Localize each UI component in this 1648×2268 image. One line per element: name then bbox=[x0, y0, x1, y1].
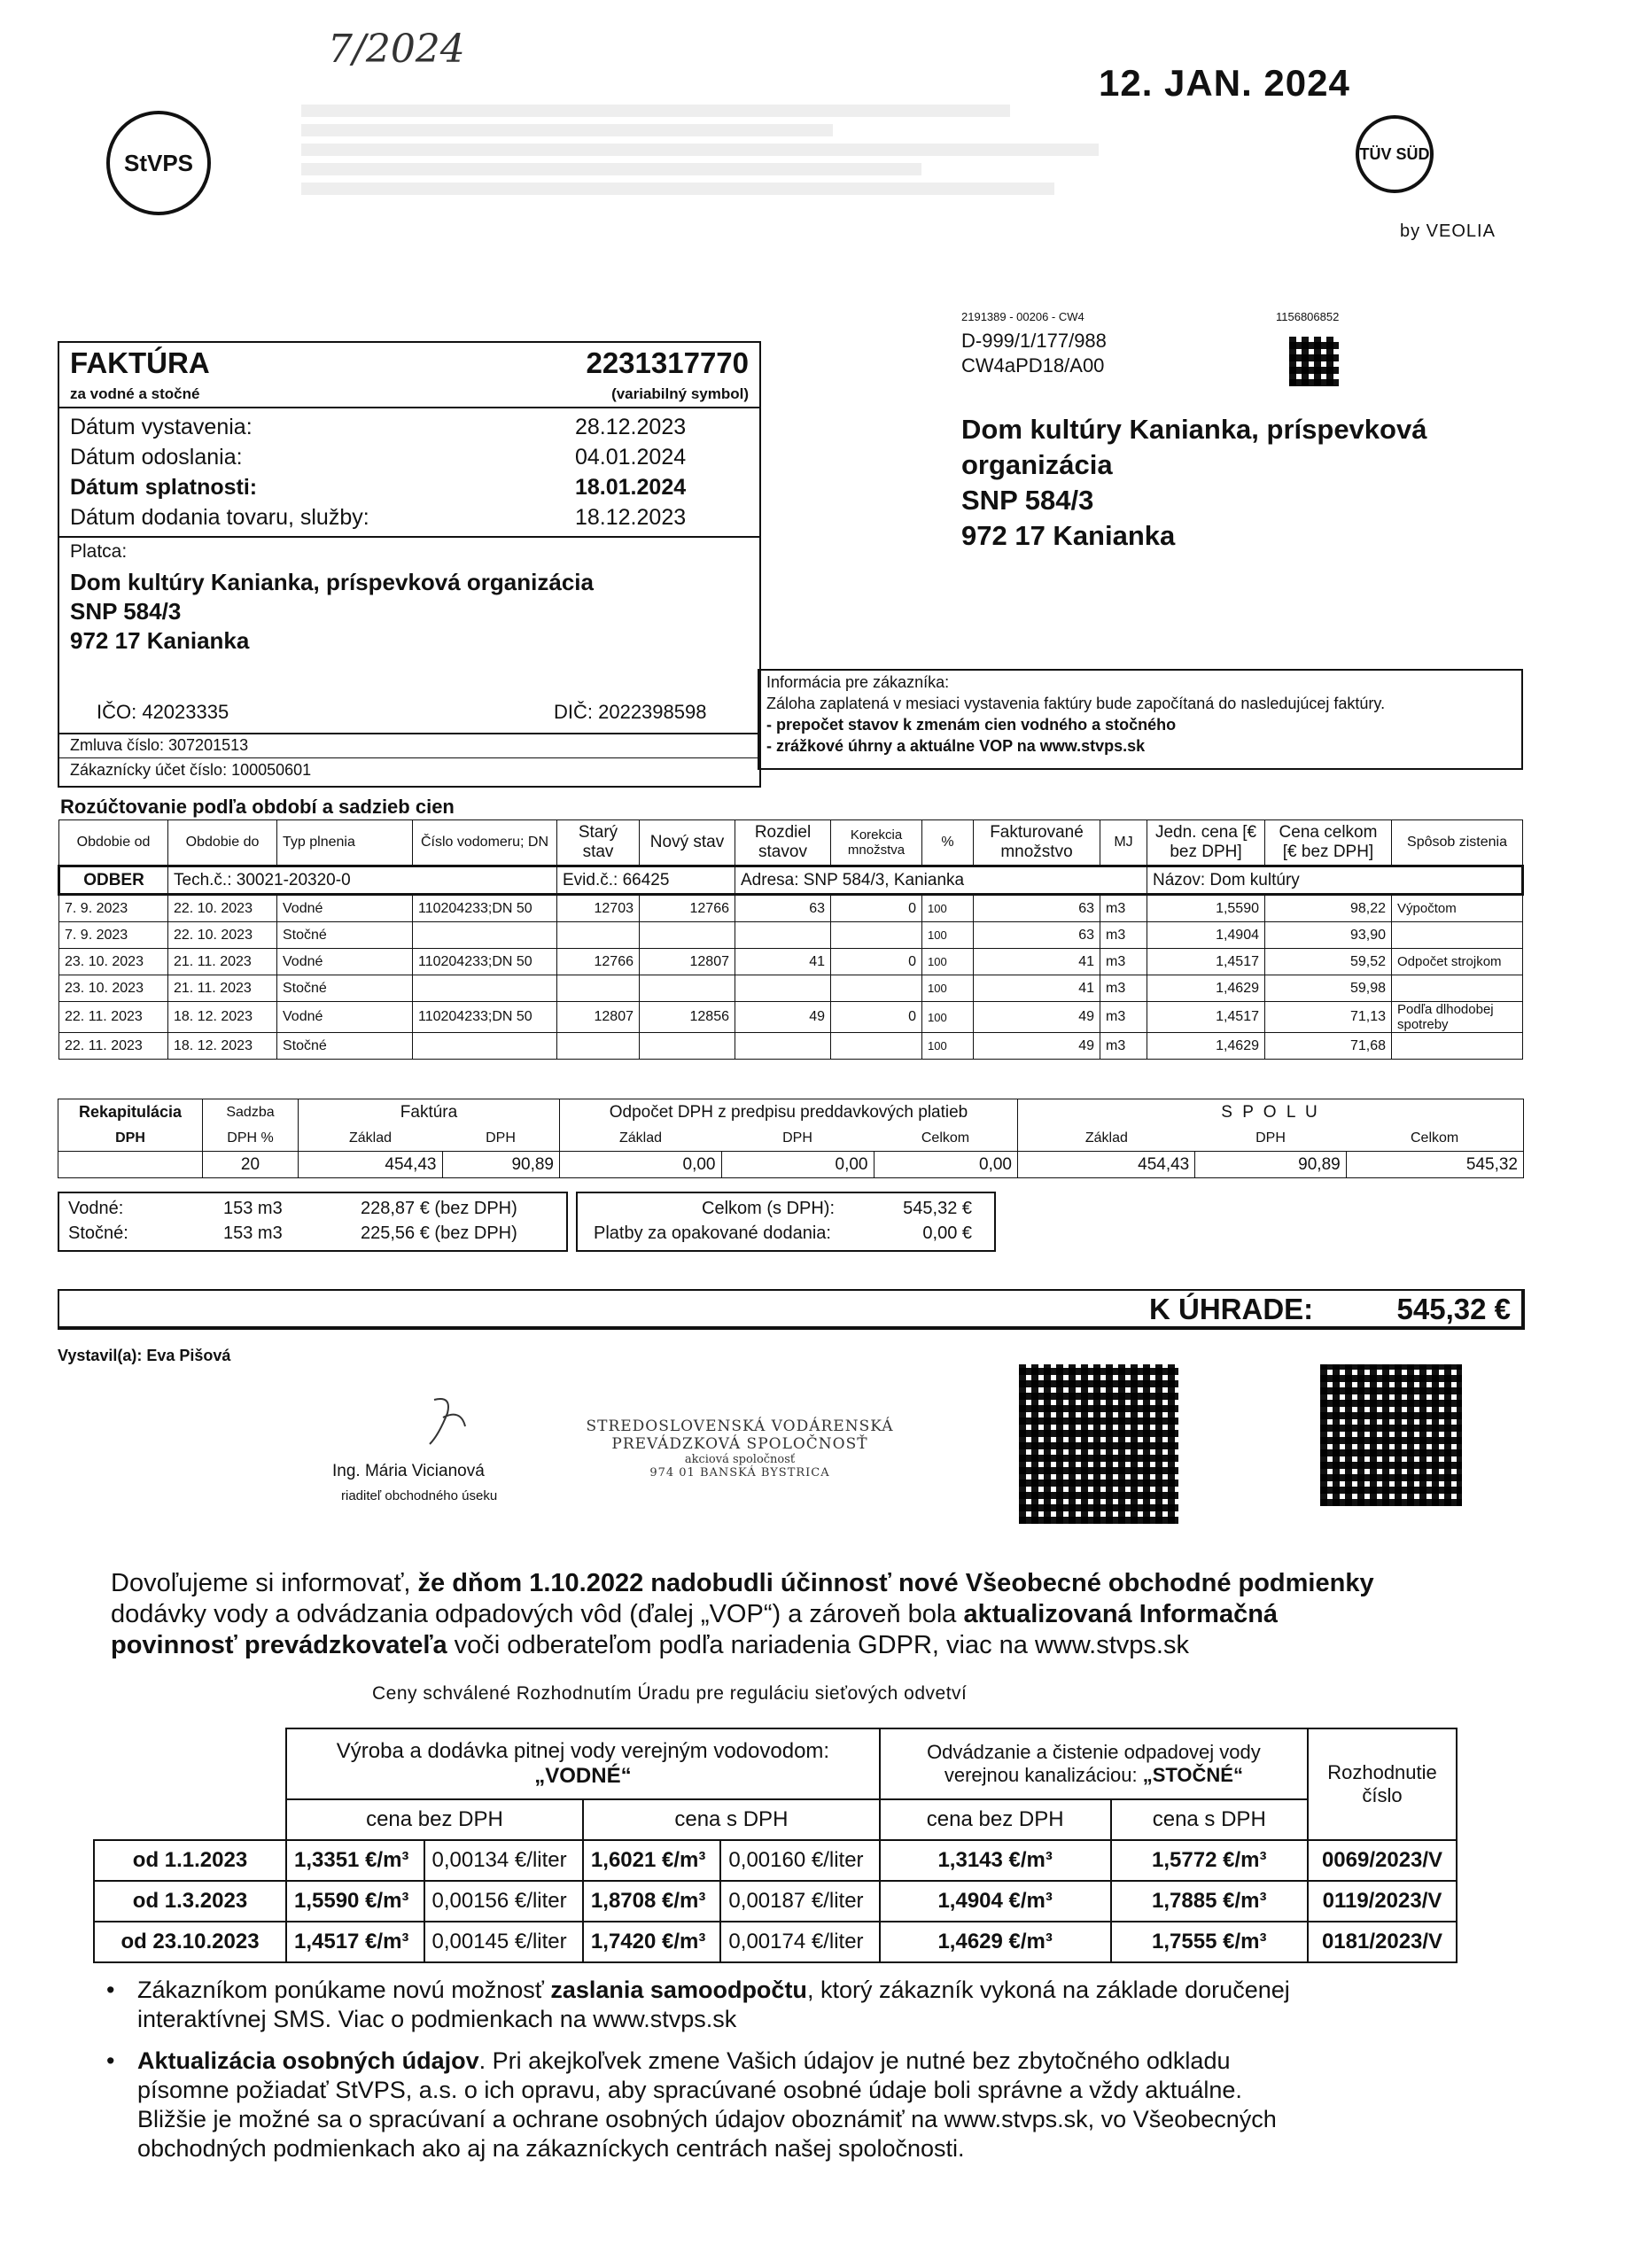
recipient-line-1: Dom kultúry Kanianka, príspevková bbox=[961, 414, 1427, 445]
price-cell: 1,3351 €/m³ bbox=[286, 1840, 424, 1881]
breakdown-cell: Stočné bbox=[277, 975, 413, 1002]
recap-header-row-1 bbox=[58, 1099, 1524, 1126]
breakdown-cell bbox=[735, 922, 831, 949]
recap-rate: 20 bbox=[203, 1152, 299, 1178]
info-line-2: - prepočet stavov k zmenám cien vodného a stočného bbox=[766, 716, 1177, 734]
breakdown-cell: 22. 11. 2023 bbox=[59, 1002, 168, 1033]
notice-p3: voči odberateľom podľa nariadenia GDPR, viac na www.stvps.sk bbox=[447, 1631, 1189, 1659]
contract-number: Zmluva číslo: 307201513 bbox=[70, 736, 249, 754]
vodne-label: Vodné: bbox=[68, 1199, 124, 1218]
breakdown-cell bbox=[640, 975, 735, 1002]
vodne-qty: 153 m3 bbox=[223, 1199, 283, 1218]
breakdown-cell: 1,4629 bbox=[1147, 975, 1265, 1002]
breakdown-cell: 41 bbox=[974, 975, 1100, 1002]
col-method: Spôsob zistenia bbox=[1392, 820, 1523, 866]
breakdown-cell: m3 bbox=[1100, 895, 1147, 922]
price-cell: 0,00160 €/liter bbox=[720, 1840, 879, 1881]
col-billed: Fakturované množstvo bbox=[974, 820, 1100, 866]
stamp-line-1: STREDOSLOVENSKÁ VODÁRENSKÁ bbox=[586, 1418, 894, 1435]
price-cell: 0069/2023/V bbox=[1308, 1840, 1457, 1881]
breakdown-cell: 110204233;DN 50 bbox=[413, 949, 557, 975]
recap-h3b: DPH bbox=[442, 1125, 560, 1152]
breakdown-cell bbox=[1392, 922, 1523, 949]
breakdown-cell: 100 bbox=[922, 975, 974, 1002]
breakdown-cell: 93,90 bbox=[1265, 922, 1392, 949]
sent-date-label: Dátum odoslania: bbox=[70, 445, 243, 470]
price-cell: 1,4629 €/m³ bbox=[880, 1922, 1111, 1962]
breakdown-cell bbox=[735, 1033, 831, 1060]
invoice-subtitle: za vodné a stočné bbox=[70, 385, 200, 402]
col-unit: MJ bbox=[1100, 820, 1147, 866]
recap-h4b: DPH bbox=[721, 1125, 874, 1152]
odber-row bbox=[59, 866, 1523, 895]
vodne-amount: 228,87 € (bez DPH) bbox=[361, 1199, 517, 1218]
odber-name: Názov: Dom kultúry bbox=[1147, 866, 1523, 895]
breakdown-cell: 1,5590 bbox=[1147, 895, 1265, 922]
info-label: Informácia pre zákazníka: bbox=[766, 673, 950, 691]
recap-h3: Faktúra bbox=[299, 1099, 560, 1126]
notice-p2-bold: aktualizovaná Informačná bbox=[956, 1600, 1279, 1628]
breakdown-cell: 63 bbox=[974, 895, 1100, 922]
breakdown-cell: 23. 10. 2023 bbox=[59, 975, 168, 1002]
issue-date-label: Dátum vystavenia: bbox=[70, 415, 253, 439]
recap-sum-total: 545,32 bbox=[1346, 1152, 1523, 1178]
breakdown-row bbox=[59, 949, 1523, 975]
breakdown-cell bbox=[831, 975, 922, 1002]
price-cell: 1,4904 €/m³ bbox=[880, 1881, 1111, 1922]
breakdown-cell: Stočné bbox=[277, 1033, 413, 1060]
recipient-address bbox=[961, 412, 1426, 554]
breakdown-cell: 0 bbox=[831, 1002, 922, 1033]
due-date: 18.01.2024 bbox=[575, 475, 687, 500]
price-cell: od 23.10.2023 bbox=[94, 1922, 286, 1962]
invoice-header-box bbox=[58, 341, 761, 788]
recap-sum-vat: 90,89 bbox=[1195, 1152, 1346, 1178]
ico: IČO: 42023335 bbox=[97, 701, 229, 723]
sub-stocne-net: cena bez DPH bbox=[880, 1799, 1111, 1840]
bullet-2d: Bližšie je možné sa o spracúvaní a ochrane osobných údajov oboznámiť na www.stvps.sk, vo Všeobecných bbox=[137, 2106, 1277, 2132]
breakdown-cell: Vodné bbox=[277, 949, 413, 975]
price-cell: 1,5772 €/m³ bbox=[1111, 1840, 1309, 1881]
veolia-logo: by VEOLIA bbox=[1400, 221, 1496, 241]
breakdown-cell: 63 bbox=[735, 895, 831, 922]
vodne-header-bold: „VODNÉ“ bbox=[534, 1764, 632, 1788]
payer-city: 972 17 Kanianka bbox=[70, 627, 250, 654]
recap-base: 454,43 bbox=[299, 1152, 443, 1178]
breakdown-cell: m3 bbox=[1100, 949, 1147, 975]
price-header-row-2 bbox=[94, 1799, 1457, 1840]
price-cell: 1,7885 €/m³ bbox=[1111, 1881, 1309, 1922]
bullet-2e: obchodných podmienkach ako aj na zákazníckych centrách našej spoločnosti. bbox=[137, 2135, 965, 2162]
routing-line-2: D-999/1/177/988 bbox=[961, 330, 1107, 352]
amount-due-box bbox=[58, 1289, 1525, 1330]
dic: DIČ: 2022398598 bbox=[554, 701, 707, 723]
breakdown-cell: 21. 11. 2023 bbox=[168, 975, 277, 1002]
bullet-2 bbox=[106, 2047, 1489, 2163]
breakdown-cell bbox=[557, 922, 640, 949]
bullet-1c: , ktorý zákazník vykoná na základe doručenej bbox=[806, 1977, 1290, 2003]
breakdown-cell bbox=[413, 975, 557, 1002]
col-to: Obdobie do bbox=[168, 820, 277, 866]
recap-h2: Sadzba bbox=[203, 1099, 299, 1126]
breakdown-cell: 100 bbox=[922, 895, 974, 922]
bullet-1d: interaktívnej SMS. Viac o podmienkach na www.stvps.sk bbox=[137, 2006, 737, 2032]
breakdown-cell: 7. 9. 2023 bbox=[59, 895, 168, 922]
breakdown-cell: 12766 bbox=[640, 895, 735, 922]
stamp-line-2: PREVÁDZKOVÁ SPOLOČNOSŤ bbox=[611, 1435, 868, 1453]
stocne-header-bold: „STOČNÉ“ bbox=[1142, 1764, 1243, 1786]
routing-line-3: CW4aPD18/A00 bbox=[961, 354, 1105, 377]
breakdown-cell: 18. 12. 2023 bbox=[168, 1002, 277, 1033]
breakdown-cell: m3 bbox=[1100, 1033, 1147, 1060]
odber-evid: Evid.č.: 66425 bbox=[557, 866, 735, 895]
breakdown-cell: 49 bbox=[974, 1002, 1100, 1033]
breakdown-row bbox=[59, 1002, 1523, 1033]
price-table bbox=[93, 1728, 1458, 1963]
date-labels bbox=[70, 412, 369, 532]
breakdown-cell: 41 bbox=[735, 949, 831, 975]
breakdown-cell: 110204233;DN 50 bbox=[413, 1002, 557, 1033]
logo-text: StVPS bbox=[123, 149, 194, 176]
breakdown-row bbox=[59, 1033, 1523, 1060]
notice-paragraph bbox=[111, 1568, 1475, 1661]
breakdown-cell: 41 bbox=[974, 949, 1100, 975]
sent-date: 04.01.2024 bbox=[575, 445, 687, 470]
totals-summary-box bbox=[576, 1192, 996, 1252]
recipient-line-4: 972 17 Kanianka bbox=[961, 520, 1176, 551]
variable-symbol-label: (variabilný symbol) bbox=[611, 385, 749, 402]
notice-p2: dodávky vody a odvádzania odpadových vôd (ďalej „VOP“) a zároveň bola bbox=[111, 1600, 957, 1628]
bullet-2c: písomne požiadať StVPS, a.s. o ich opravu, aby spracúvané osobné údaje boli správne a vždy aktuálne. bbox=[137, 2077, 1242, 2103]
sub-vodne-net: cena bez DPH bbox=[286, 1799, 583, 1840]
stocne-header-text: Odvádzanie a čistenie odpadovej vody verejnou kanalizáciou: bbox=[927, 1741, 1261, 1786]
breakdown-cell bbox=[413, 922, 557, 949]
signer-role: riaditeľ obchodného úseku bbox=[341, 1488, 498, 1503]
price-cell: 1,8708 €/m³ bbox=[583, 1881, 721, 1922]
breakdown-cell: 98,22 bbox=[1265, 895, 1392, 922]
breakdown-cell: 12856 bbox=[640, 1002, 735, 1033]
notice-p1: Dovoľujeme si informovať, bbox=[111, 1569, 411, 1597]
bullet-dot: • bbox=[106, 1977, 115, 2003]
customer-account: Zákaznícky účet číslo: 100050601 bbox=[70, 761, 312, 779]
breakdown-cell: 71,68 bbox=[1265, 1033, 1392, 1060]
recap-h1b: DPH bbox=[58, 1125, 203, 1152]
breakdown-cell: 59,52 bbox=[1265, 949, 1392, 975]
recap-h3a: Základ bbox=[299, 1125, 443, 1152]
breakdown-cell: Odpočet strojkom bbox=[1392, 949, 1523, 975]
breakdown-cell bbox=[831, 922, 922, 949]
quantity-summary-box bbox=[58, 1192, 568, 1252]
breakdown-title: Rozúčtovanie podľa období a sadzieb cien bbox=[60, 796, 455, 818]
delivery-date: 18.12.2023 bbox=[575, 505, 687, 530]
breakdown-cell bbox=[735, 975, 831, 1002]
datamatrix-code bbox=[1289, 337, 1339, 386]
price-cell: 0181/2023/V bbox=[1308, 1922, 1457, 1962]
sub-vodne-gross: cena s DPH bbox=[583, 1799, 880, 1840]
breakdown-cell bbox=[831, 1033, 922, 1060]
breakdown-cell: 12807 bbox=[640, 949, 735, 975]
breakdown-cell: Výpočtom bbox=[1392, 895, 1523, 922]
payer-name: Dom kultúry Kanianka, príspevková organizácia bbox=[70, 569, 594, 595]
bullet-1 bbox=[106, 1976, 1489, 2034]
notice-p3-bold: povinnosť prevádzkovateľa bbox=[111, 1631, 447, 1659]
company-stamp bbox=[576, 1418, 904, 1480]
col-total-price: Cena celkom [€ bez DPH] bbox=[1265, 820, 1392, 866]
payer-block bbox=[70, 568, 594, 656]
recap-vat: 90,89 bbox=[442, 1152, 560, 1178]
price-row bbox=[94, 1840, 1457, 1881]
issued-by: Vystavil(a): Eva Pišová bbox=[58, 1347, 231, 1364]
repeat-label: Platby za opakované dodania: bbox=[594, 1223, 831, 1243]
breakdown-cell: m3 bbox=[1100, 1002, 1147, 1033]
odber-address: Adresa: SNP 584/3, Kanianka bbox=[735, 866, 1147, 895]
recap-deduct-total: 0,00 bbox=[874, 1152, 1018, 1178]
col-meter: Číslo vodomeru; DN bbox=[413, 820, 557, 866]
customer-info-box bbox=[758, 669, 1523, 770]
price-cell: 0119/2023/V bbox=[1308, 1881, 1457, 1922]
signer-name: Ing. Mária Vicianová bbox=[332, 1462, 485, 1480]
breakdown-cell: 49 bbox=[974, 1033, 1100, 1060]
recipient-line-3: SNP 584/3 bbox=[961, 485, 1094, 516]
bullet-2a: Aktualizácia osobných údajov bbox=[137, 2047, 479, 2074]
recap-h5: S P O L U bbox=[1018, 1099, 1524, 1126]
breakdown-cell: 59,98 bbox=[1265, 975, 1392, 1002]
breakdown-cell bbox=[1392, 1033, 1523, 1060]
decision-header: Rozhodnutie číslo bbox=[1308, 1728, 1457, 1840]
breakdown-cell bbox=[1392, 975, 1523, 1002]
delivery-date-label: Dátum dodania tovaru, služby: bbox=[70, 505, 369, 530]
breakdown-cell: m3 bbox=[1100, 975, 1147, 1002]
breakdown-row bbox=[59, 895, 1523, 922]
recap-h5b: DPH bbox=[1195, 1125, 1346, 1152]
bullet-dot: • bbox=[106, 2047, 115, 2074]
recap-h5c: Celkom bbox=[1346, 1125, 1523, 1152]
odber-label: ODBER bbox=[59, 866, 168, 895]
breakdown-cell: 7. 9. 2023 bbox=[59, 922, 168, 949]
amount-due-label: K ÚHRADE: bbox=[1149, 1293, 1314, 1325]
bullet-1a: Zákazníkom ponúkame novú možnosť bbox=[137, 1977, 551, 2003]
recap-deduct-vat: 0,00 bbox=[721, 1152, 874, 1178]
date-values bbox=[575, 412, 686, 532]
breakdown-cell: Podľa dlhodobej spotreby bbox=[1392, 1002, 1523, 1033]
breakdown-cell: 0 bbox=[831, 895, 922, 922]
recap-h4c: Celkom bbox=[874, 1125, 1018, 1152]
info-line-3: - zrážkové úhrny a aktuálne VOP na www.stvps.sk bbox=[766, 737, 1146, 755]
received-date-stamp: 12. JAN. 2024 bbox=[1099, 62, 1350, 104]
recap-sum-base: 454,43 bbox=[1018, 1152, 1195, 1178]
recap-empty bbox=[58, 1152, 203, 1178]
breakdown-cell: 100 bbox=[922, 1002, 974, 1033]
price-cell: 1,4517 €/m³ bbox=[286, 1922, 424, 1962]
col-diff: Rozdiel stavov bbox=[735, 820, 831, 866]
breakdown-cell bbox=[640, 1033, 735, 1060]
stvps-logo bbox=[106, 111, 211, 215]
total-amount: 545,32 € bbox=[903, 1199, 972, 1218]
breakdown-cell: 12703 bbox=[557, 895, 640, 922]
breakdown-cell bbox=[557, 1033, 640, 1060]
bullet-list bbox=[106, 1976, 1489, 2163]
recap-h4a: Základ bbox=[560, 1125, 722, 1152]
recap-h1: Rekapitulácia bbox=[58, 1099, 203, 1126]
issue-date: 28.12.2023 bbox=[575, 415, 687, 439]
col-from: Obdobie od bbox=[59, 820, 168, 866]
payer-street: SNP 584/3 bbox=[70, 598, 182, 625]
prices-caption: Ceny schválené Rozhodnutím Úradu pre reguláciu sieťových odvetví bbox=[372, 1683, 968, 1704]
breakdown-cell: 63 bbox=[974, 922, 1100, 949]
faded-header-text bbox=[301, 97, 1187, 202]
amount-due: 545,32 € bbox=[1396, 1293, 1511, 1325]
col-old: Starý stav bbox=[557, 820, 640, 866]
stamp-line-3: akciová spoločnosť bbox=[684, 1453, 796, 1466]
breakdown-cell: 0 bbox=[831, 949, 922, 975]
breakdown-cell bbox=[413, 1033, 557, 1060]
sub-stocne-gross: cena s DPH bbox=[1111, 1799, 1309, 1840]
breakdown-cell: Vodné bbox=[277, 1002, 413, 1033]
col-unit-price: Jedn. cena [€ bez DPH] bbox=[1147, 820, 1265, 866]
recap-deduct-base: 0,00 bbox=[560, 1152, 722, 1178]
payment-qr-code bbox=[1019, 1364, 1178, 1524]
price-header-row-1 bbox=[94, 1728, 1457, 1799]
price-cell: 1,3143 €/m³ bbox=[880, 1840, 1111, 1881]
breakdown-cell bbox=[557, 975, 640, 1002]
recap-values-row bbox=[58, 1152, 1524, 1178]
col-correction: Korekcia množstva bbox=[831, 820, 922, 866]
signature bbox=[416, 1391, 478, 1453]
repeat-amount: 0,00 € bbox=[922, 1223, 972, 1243]
price-cell: od 1.3.2023 bbox=[94, 1881, 286, 1922]
recap-h2b: DPH % bbox=[203, 1125, 299, 1152]
invoice-number: 2231317770 bbox=[586, 346, 749, 379]
stocne-label: Stočné: bbox=[68, 1223, 128, 1243]
stocne-amount: 225,56 € (bez DPH) bbox=[361, 1223, 517, 1243]
breakdown-cell: 1,4904 bbox=[1147, 922, 1265, 949]
odber-tech: Tech.č.: 30021-20320-0 bbox=[168, 866, 557, 895]
price-cell: 0,00187 €/liter bbox=[720, 1881, 879, 1922]
recap-h4: Odpočet DPH z predpisu preddavkových platieb bbox=[560, 1099, 1018, 1126]
breakdown-cell: Stočné bbox=[277, 922, 413, 949]
breakdown-cell: 22. 11. 2023 bbox=[59, 1033, 168, 1060]
breakdown-cell: 18. 12. 2023 bbox=[168, 1033, 277, 1060]
recap-header-row-2 bbox=[58, 1125, 1524, 1152]
price-cell: 1,6021 €/m³ bbox=[583, 1840, 721, 1881]
breakdown-cell: 23. 10. 2023 bbox=[59, 949, 168, 975]
price-cell: 0,00174 €/liter bbox=[720, 1922, 879, 1962]
breakdown-cell: m3 bbox=[1100, 922, 1147, 949]
handwritten-reference: 7/2024 bbox=[328, 27, 465, 72]
price-cell: 1,5590 €/m³ bbox=[286, 1881, 424, 1922]
breakdown-row bbox=[59, 975, 1523, 1002]
price-cell: 1,7555 €/m³ bbox=[1111, 1922, 1309, 1962]
breakdown-cell: Vodné bbox=[277, 895, 413, 922]
breakdown-cell: 1,4517 bbox=[1147, 949, 1265, 975]
price-cell: 0,00134 €/liter bbox=[424, 1840, 583, 1881]
breakdown-cell bbox=[640, 922, 735, 949]
breakdown-cell: 12807 bbox=[557, 1002, 640, 1033]
recipient-line-2: organizácia bbox=[961, 449, 1113, 480]
info-line-1: Záloha zaplatená v mesiaci vystavenia faktúry bude započítaná do nasledujúcej faktúry. bbox=[766, 695, 1386, 712]
vodne-header bbox=[286, 1728, 880, 1799]
col-new: Nový stav bbox=[640, 820, 735, 866]
routing-code-2: 1156806852 bbox=[1276, 310, 1340, 323]
total-label: Celkom (s DPH): bbox=[702, 1199, 836, 1218]
breakdown-cell: 1,4629 bbox=[1147, 1033, 1265, 1060]
price-cell: od 1.1.2023 bbox=[94, 1840, 286, 1881]
price-row bbox=[94, 1922, 1457, 1962]
stocne-header bbox=[880, 1728, 1308, 1799]
due-date-label: Dátum splatnosti: bbox=[70, 475, 258, 500]
tuv-logo bbox=[1356, 115, 1434, 193]
breakdown-cell: 22. 10. 2023 bbox=[168, 895, 277, 922]
tuv-text: TÜV SÜD bbox=[1359, 144, 1430, 163]
breakdown-cell: 21. 11. 2023 bbox=[168, 949, 277, 975]
breakdown-header-row bbox=[59, 820, 1523, 866]
breakdown-cell: 100 bbox=[922, 949, 974, 975]
routing-code-1: 2191389 - 00206 - CW4 bbox=[961, 310, 1084, 323]
vodne-header-text: Výroba a dodávka pitnej vody verejným vodovodom: bbox=[336, 1739, 830, 1763]
price-row bbox=[94, 1881, 1457, 1922]
recap-h5a: Základ bbox=[1018, 1125, 1195, 1152]
stamp-line-4: 974 01 BANSKÁ BYSTRICA bbox=[649, 1466, 830, 1480]
breakdown-cell: 12766 bbox=[557, 949, 640, 975]
col-type: Typ plnenia bbox=[277, 820, 413, 866]
vat-recap-table bbox=[58, 1099, 1524, 1178]
col-percent: % bbox=[922, 820, 974, 866]
bullet-1b: zaslania samoodpočtu bbox=[550, 1977, 807, 2003]
pay-by-square-qr-code bbox=[1320, 1364, 1462, 1506]
payer-label: Platca: bbox=[70, 541, 128, 562]
price-cell: 0,00156 €/liter bbox=[424, 1881, 583, 1922]
price-cell: 0,00145 €/liter bbox=[424, 1922, 583, 1962]
bullet-2b: . Pri akejkoľvek zmene Vašich údajov je nutné bez zbytočného odkladu bbox=[478, 2047, 1231, 2074]
stocne-qty: 153 m3 bbox=[223, 1223, 283, 1243]
invoice-title: FAKTÚRA bbox=[70, 346, 210, 379]
price-cell: 1,7420 €/m³ bbox=[583, 1922, 721, 1962]
breakdown-cell: 100 bbox=[922, 922, 974, 949]
breakdown-cell: 1,4517 bbox=[1147, 1002, 1265, 1033]
breakdown-cell: 49 bbox=[735, 1002, 831, 1033]
breakdown-cell: 22. 10. 2023 bbox=[168, 922, 277, 949]
breakdown-cell: 100 bbox=[922, 1033, 974, 1060]
breakdown-cell: 110204233;DN 50 bbox=[413, 895, 557, 922]
breakdown-row bbox=[59, 922, 1523, 949]
breakdown-cell: 71,13 bbox=[1265, 1002, 1392, 1033]
breakdown-table bbox=[58, 819, 1524, 1060]
notice-p1-bold: že dňom 1.10.2022 nadobudli účinnosť nové Všeobecné obchodné podmienky bbox=[410, 1569, 1374, 1597]
